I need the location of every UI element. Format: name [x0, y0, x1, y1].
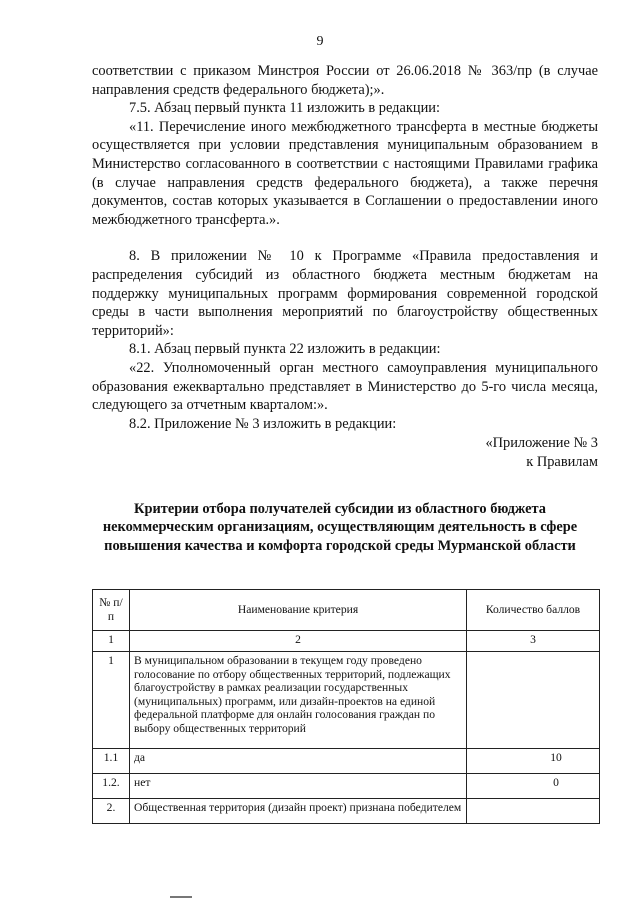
paragraph: «11. Перечисление иного межбюджетного трансферта в местные бюджеты осуществляется при условии представления муниципальным образованием в Министерство согласованного в соответствии с настоящими Правилами графика (в случае направления средств федерального бюджета), а также перечня документов, состав которых указывается в Соглашении о предоставлении иного межбюджетного трансферта.».	[92, 118, 598, 228]
header-cell: Количество баллов	[467, 590, 600, 631]
criteria-table	[92, 589, 600, 824]
criterion-score-cell	[467, 749, 600, 774]
row-number: 1.2.	[93, 774, 130, 799]
row-number: 1	[93, 652, 130, 749]
appendix-line: «Приложение № 3	[485, 435, 598, 451]
paragraph: 7.5. Абзац первый пункта 11 изложить в редакции:	[129, 100, 440, 117]
table-row	[93, 749, 600, 774]
paragraph: 8.1. Абзац первый пункта 22 изложить в редакции:	[129, 341, 441, 358]
criterion-name: да	[130, 749, 467, 774]
table-row	[93, 652, 600, 749]
paragraph: соответствии с приказом Минстроя России от 26.06.2018 № 363/пр (в случае направления средств федерального бюджета);».	[92, 63, 598, 98]
table-header-row	[93, 590, 600, 631]
table-title: Критерии отбора получателей субсидии из областного бюджета некоммерческим организациям, осуществляющим деятельность в сфере повышения качества и комфорта городской среды Мурманской области	[102, 501, 578, 554]
header-cell: № п/п	[93, 590, 130, 631]
numbering-cell: 3	[467, 631, 600, 652]
appendix-reference	[485, 434, 598, 472]
numbering-row	[93, 631, 600, 652]
criterion-name: В муниципальном образовании в текущем году проведено голосование по отбору общественных территорий, подлежащих благоустройству в рамках реализации государственных (муниципальных) программ, или дизайн-проектов на единой федеральной платформе для онлайн голосования граждан по выбору общественных территорий	[130, 652, 467, 749]
row-number: 1.1	[93, 749, 130, 774]
table-row	[93, 799, 600, 824]
row-number: 2.	[93, 799, 130, 824]
numbering-cell: 1	[93, 631, 130, 652]
footer-mark	[170, 896, 192, 898]
criterion-score: 0	[553, 776, 559, 789]
numbering-cell: 2	[130, 631, 467, 652]
criterion-score-cell	[467, 774, 600, 799]
appendix-line: к Правилам	[526, 454, 598, 470]
criterion-score	[467, 652, 600, 749]
paragraph: «22. Уполномоченный орган местного самоуправления муниципального образования ежеквартально представляет в Министерство до 5-го числа месяца, следующего за отчетным кварталом:».	[92, 359, 598, 414]
criterion-name: нет	[130, 774, 467, 799]
paragraph: 8. В приложении № 10 к Программе «Правила предоставления и распределения субсидий из областного бюджета местным бюджетам на поддержку муниципальных программ формирования современной городской среды в части выполнения мероприятий по благоустройству общественных территорий»:	[92, 248, 598, 339]
criterion-score: 10	[550, 751, 562, 764]
paragraph: 8.2. Приложение № 3 изложить в редакции:	[129, 415, 397, 432]
table-row	[93, 774, 600, 799]
criterion-score	[467, 799, 600, 824]
page-number: 9	[316, 34, 324, 49]
body-text	[92, 62, 598, 433]
criterion-name: Общественная территория (дизайн проект) признана победителем	[130, 799, 467, 824]
header-cell: Наименование критерия	[130, 590, 467, 631]
